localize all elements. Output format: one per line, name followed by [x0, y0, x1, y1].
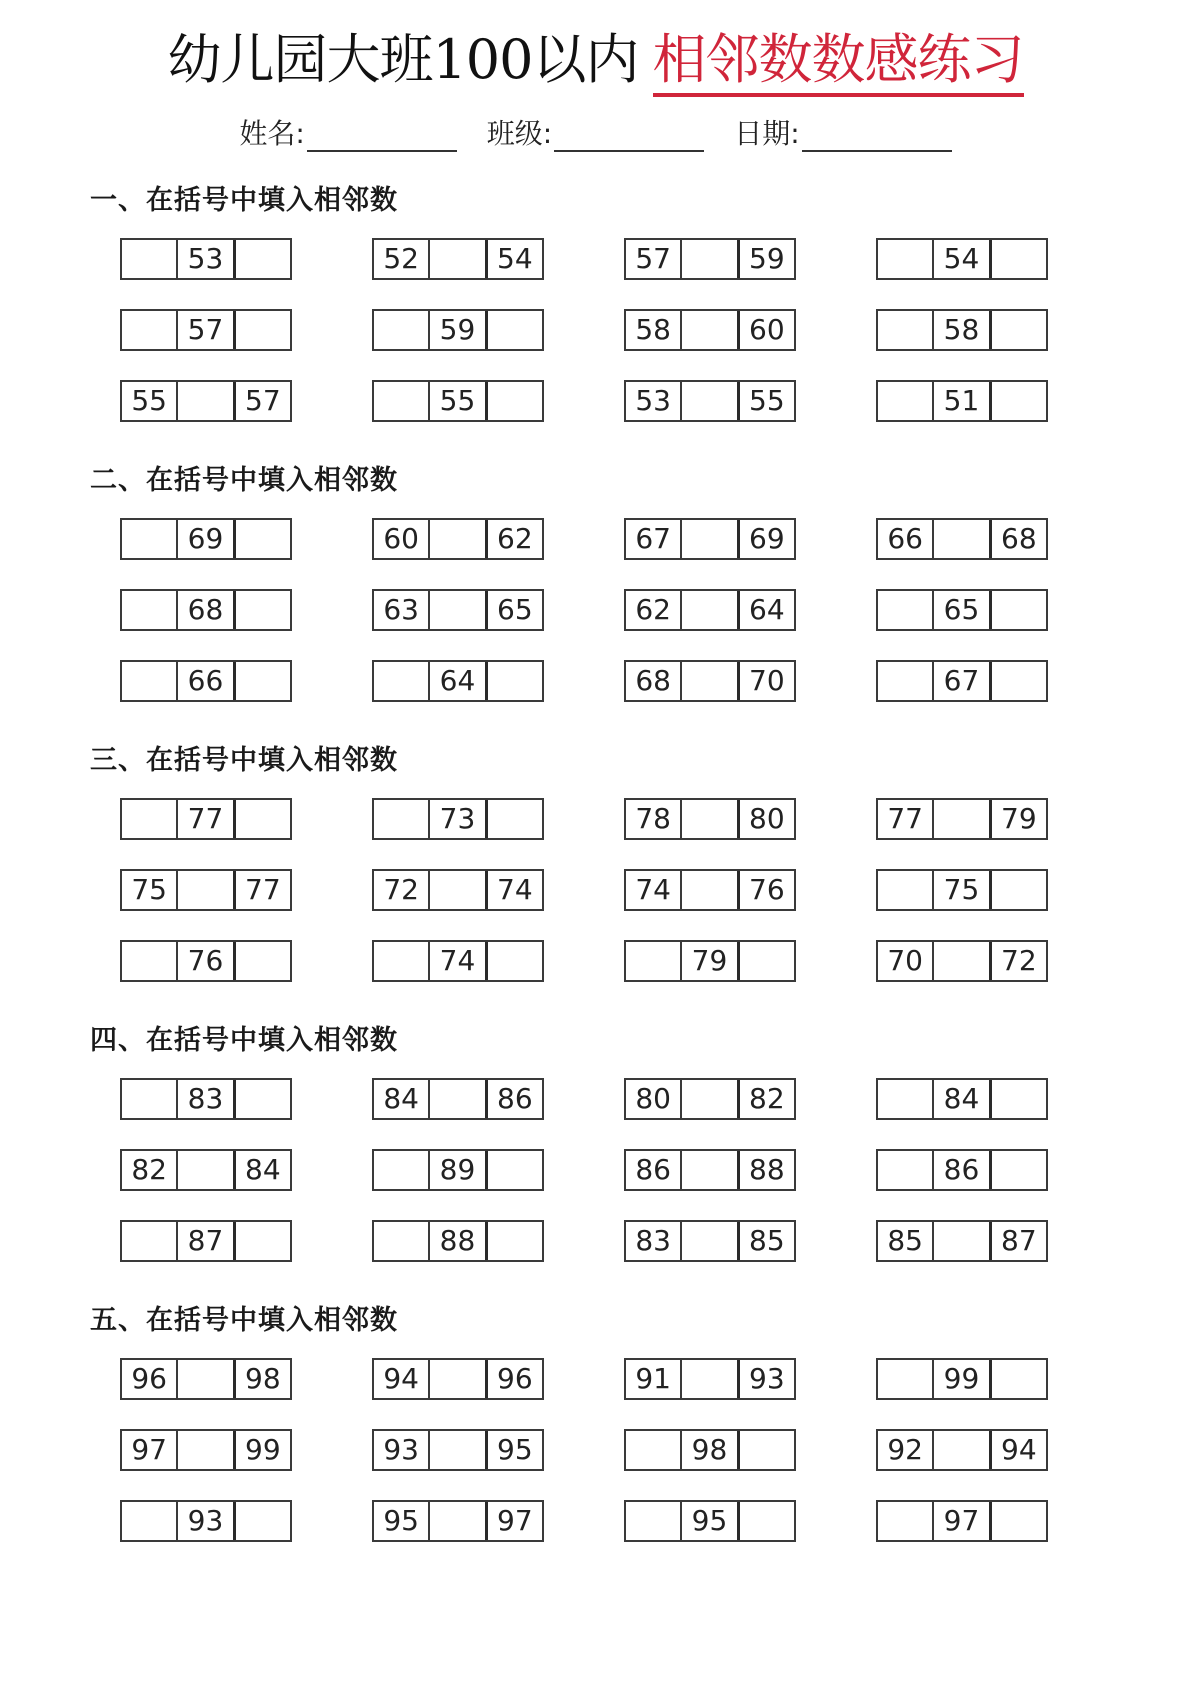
neighbor-number-box [120, 309, 292, 351]
right-cell-number: 87 [989, 1222, 1046, 1260]
neighbor-number-box [372, 869, 544, 911]
left-cell-blank[interactable] [122, 800, 176, 838]
right-cell-number: 80 [737, 800, 794, 838]
neighbor-number-box [120, 380, 292, 422]
middle-cell-number: 65 [932, 591, 988, 629]
right-cell-blank[interactable] [233, 591, 290, 629]
left-cell-number: 94 [383, 1362, 419, 1395]
middle-cell-number: 68 [176, 591, 232, 629]
neighbor-number-box [120, 1078, 292, 1120]
right-cell-number: 60 [737, 311, 794, 349]
neighbor-number-box [624, 1149, 796, 1191]
middle-cell-number: 59 [428, 311, 484, 349]
left-cell-number: 72 [383, 873, 419, 906]
middle-cell-blank[interactable] [680, 591, 736, 629]
neighbor-number-box [372, 309, 544, 351]
left-cell-blank[interactable] [878, 1360, 932, 1398]
left-cell-blank[interactable] [122, 520, 176, 558]
neighbor-number-box [876, 1429, 1048, 1471]
class-label: 班级: [486, 117, 553, 150]
neighbor-number-box [876, 380, 1048, 422]
right-cell-number: 97 [485, 1502, 542, 1540]
right-cell-number: 69 [737, 520, 794, 558]
left-cell-number: 86 [635, 1153, 671, 1186]
middle-cell-blank[interactable] [932, 1431, 988, 1469]
middle-cell-blank[interactable] [176, 1151, 232, 1189]
middle-cell-blank[interactable] [428, 591, 484, 629]
right-cell-blank[interactable] [485, 800, 542, 838]
right-cell-blank[interactable] [485, 311, 542, 349]
right-cell-number: 72 [989, 942, 1046, 980]
middle-cell-number: 55 [428, 382, 484, 420]
middle-cell-blank[interactable] [428, 240, 484, 278]
left-cell-blank[interactable] [122, 662, 176, 700]
right-cell-blank[interactable] [233, 311, 290, 349]
student-info-row [0, 112, 1191, 152]
class-blank-line[interactable] [554, 116, 704, 152]
middle-cell-number: 73 [428, 800, 484, 838]
left-cell-number: 92 [887, 1433, 923, 1466]
neighbor-number-box [876, 940, 1048, 982]
neighbor-number-box [624, 1358, 796, 1400]
right-cell-blank[interactable] [989, 382, 1046, 420]
right-cell-blank[interactable] [989, 871, 1046, 909]
left-cell-number: 97 [131, 1433, 167, 1466]
neighbor-number-box [120, 238, 292, 280]
middle-cell-blank[interactable] [428, 1080, 484, 1118]
class-field[interactable] [487, 112, 704, 152]
neighbor-number-box [624, 518, 796, 560]
middle-cell-blank[interactable] [680, 662, 736, 700]
left-cell-number: 85 [887, 1224, 923, 1257]
left-cell-number: 60 [383, 522, 419, 555]
left-cell-number: 70 [887, 944, 923, 977]
middle-cell-number: 66 [176, 662, 232, 700]
right-cell-number: 57 [233, 382, 290, 420]
left-cell-number: 57 [635, 242, 671, 275]
right-cell-number: 59 [737, 240, 794, 278]
left-cell-number: 95 [383, 1504, 419, 1537]
right-cell-number: 79 [989, 800, 1046, 838]
middle-cell-number: 74 [428, 942, 484, 980]
neighbor-number-box [120, 1358, 292, 1400]
left-cell-blank[interactable] [878, 1502, 932, 1540]
right-cell-blank[interactable] [485, 1222, 542, 1260]
middle-cell-number: 58 [932, 311, 988, 349]
middle-cell-blank[interactable] [680, 311, 736, 349]
left-cell-blank[interactable] [878, 591, 932, 629]
right-cell-blank[interactable] [989, 1360, 1046, 1398]
middle-cell-blank[interactable] [176, 871, 232, 909]
right-cell-number: 55 [737, 382, 794, 420]
section-title: 五、在括号中填入相邻数 [90, 1305, 398, 1336]
left-cell-number: 77 [887, 802, 923, 835]
right-cell-blank[interactable] [485, 662, 542, 700]
neighbor-number-box [876, 309, 1048, 351]
neighbor-number-box [120, 660, 292, 702]
neighbor-number-box [372, 589, 544, 631]
middle-cell-blank[interactable] [680, 871, 736, 909]
neighbor-number-box [372, 1149, 544, 1191]
left-cell-number: 93 [383, 1433, 419, 1466]
middle-cell-number: 75 [932, 871, 988, 909]
left-cell-number: 58 [635, 313, 671, 346]
right-cell-blank[interactable] [485, 1151, 542, 1189]
middle-cell-number: 95 [680, 1502, 736, 1540]
middle-cell-number: 67 [932, 662, 988, 700]
left-cell-blank[interactable] [878, 382, 932, 420]
neighbor-number-box [372, 1358, 544, 1400]
left-cell-number: 68 [635, 664, 671, 697]
middle-cell-number: 77 [176, 800, 232, 838]
right-cell-blank[interactable] [737, 1431, 794, 1469]
middle-cell-blank[interactable] [932, 800, 988, 838]
neighbor-number-box [876, 589, 1048, 631]
middle-cell-blank[interactable] [680, 1151, 736, 1189]
right-cell-number: 74 [485, 871, 542, 909]
title-main: 幼儿园大班100以内 [167, 28, 639, 91]
date-field[interactable] [734, 112, 951, 152]
neighbor-number-box [120, 1429, 292, 1471]
neighbor-number-box [372, 1500, 544, 1542]
right-cell-blank[interactable] [989, 1502, 1046, 1540]
middle-cell-number: 87 [176, 1222, 232, 1260]
neighbor-number-box [372, 660, 544, 702]
section-title: 一、在括号中填入相邻数 [90, 185, 398, 216]
neighbor-number-box [120, 589, 292, 631]
title-highlight: 相邻数数感练习 [653, 28, 1024, 97]
neighbor-number-box [372, 1429, 544, 1471]
left-cell-blank[interactable] [122, 240, 176, 278]
right-cell-blank[interactable] [233, 800, 290, 838]
left-cell-blank[interactable] [374, 662, 428, 700]
middle-cell-number: 54 [932, 240, 988, 278]
middle-cell-blank[interactable] [176, 382, 232, 420]
neighbor-number-box [876, 1500, 1048, 1542]
left-cell-blank[interactable] [878, 871, 932, 909]
section-title: 二、在括号中填入相邻数 [90, 465, 398, 496]
right-cell-number: 54 [485, 240, 542, 278]
middle-cell-blank[interactable] [932, 942, 988, 980]
middle-cell-number: 51 [932, 382, 988, 420]
middle-cell-blank[interactable] [680, 382, 736, 420]
right-cell-number: 64 [737, 591, 794, 629]
middle-cell-blank[interactable] [428, 1502, 484, 1540]
right-cell-number: 93 [737, 1360, 794, 1398]
neighbor-number-box [372, 518, 544, 560]
middle-cell-blank[interactable] [680, 240, 736, 278]
middle-cell-blank[interactable] [176, 1431, 232, 1469]
right-cell-number: 99 [233, 1431, 290, 1469]
left-cell-blank[interactable] [374, 942, 428, 980]
neighbor-number-box [876, 869, 1048, 911]
middle-cell-blank[interactable] [428, 520, 484, 558]
neighbor-number-box [372, 798, 544, 840]
right-cell-number: 84 [233, 1151, 290, 1189]
right-cell-number: 85 [737, 1222, 794, 1260]
left-cell-number: 62 [635, 593, 671, 626]
neighbor-number-box [876, 238, 1048, 280]
middle-cell-blank[interactable] [680, 1222, 736, 1260]
left-cell-number: 74 [635, 873, 671, 906]
right-cell-blank[interactable] [737, 1502, 794, 1540]
right-cell-blank[interactable] [989, 591, 1046, 629]
neighbor-number-box [624, 940, 796, 982]
neighbor-number-box [876, 660, 1048, 702]
neighbor-number-box [120, 940, 292, 982]
left-cell-blank[interactable] [374, 800, 428, 838]
left-cell-blank[interactable] [626, 1502, 680, 1540]
left-cell-number: 66 [887, 522, 923, 555]
neighbor-number-box [624, 380, 796, 422]
neighbor-number-box [876, 1220, 1048, 1262]
right-cell-number: 62 [485, 520, 542, 558]
right-cell-number: 65 [485, 591, 542, 629]
middle-cell-number: 69 [176, 520, 232, 558]
left-cell-blank[interactable] [878, 240, 932, 278]
left-cell-blank[interactable] [878, 311, 932, 349]
right-cell-blank[interactable] [233, 662, 290, 700]
neighbor-number-box [120, 869, 292, 911]
right-cell-blank[interactable] [233, 1222, 290, 1260]
right-cell-number: 68 [989, 520, 1046, 558]
left-cell-blank[interactable] [122, 1502, 176, 1540]
neighbor-number-box [876, 518, 1048, 560]
right-cell-blank[interactable] [233, 1080, 290, 1118]
right-cell-number: 86 [485, 1080, 542, 1118]
neighbor-number-box [876, 1149, 1048, 1191]
middle-cell-number: 83 [176, 1080, 232, 1118]
left-cell-number: 78 [635, 802, 671, 835]
left-cell-blank[interactable] [374, 1222, 428, 1260]
neighbor-number-box [624, 660, 796, 702]
middle-cell-number: 57 [176, 311, 232, 349]
right-cell-number: 88 [737, 1151, 794, 1189]
middle-cell-blank[interactable] [428, 1431, 484, 1469]
left-cell-blank[interactable] [626, 942, 680, 980]
neighbor-number-box [372, 1220, 544, 1262]
left-cell-number: 53 [635, 384, 671, 417]
left-cell-blank[interactable] [374, 311, 428, 349]
right-cell-blank[interactable] [989, 240, 1046, 278]
middle-cell-blank[interactable] [176, 1360, 232, 1398]
left-cell-blank[interactable] [122, 311, 176, 349]
left-cell-blank[interactable] [374, 1151, 428, 1189]
middle-cell-blank[interactable] [932, 1222, 988, 1260]
date-blank-line[interactable] [802, 116, 952, 152]
middle-cell-blank[interactable] [680, 520, 736, 558]
neighbor-number-box [624, 798, 796, 840]
neighbor-number-box [120, 518, 292, 560]
neighbor-number-box [372, 940, 544, 982]
neighbor-number-box [624, 309, 796, 351]
right-cell-number: 94 [989, 1431, 1046, 1469]
left-cell-number: 80 [635, 1082, 671, 1115]
right-cell-number: 95 [485, 1431, 542, 1469]
left-cell-number: 96 [131, 1362, 167, 1395]
left-cell-number: 82 [131, 1153, 167, 1186]
neighbor-number-box [120, 1220, 292, 1262]
neighbor-number-box [120, 1500, 292, 1542]
neighbor-number-box [624, 869, 796, 911]
left-cell-blank[interactable] [878, 662, 932, 700]
neighbor-number-box [624, 1078, 796, 1120]
left-cell-blank[interactable] [122, 942, 176, 980]
right-cell-blank[interactable] [233, 942, 290, 980]
middle-cell-blank[interactable] [680, 800, 736, 838]
left-cell-number: 67 [635, 522, 671, 555]
neighbor-number-box [876, 1078, 1048, 1120]
left-cell-number: 75 [131, 873, 167, 906]
right-cell-blank[interactable] [485, 382, 542, 420]
middle-cell-number: 53 [176, 240, 232, 278]
middle-cell-number: 99 [932, 1360, 988, 1398]
middle-cell-blank[interactable] [680, 1360, 736, 1398]
name-label: 姓名: [239, 117, 305, 150]
name-field[interactable] [239, 112, 456, 152]
name-blank-line[interactable] [307, 116, 457, 152]
middle-cell-number: 64 [428, 662, 484, 700]
right-cell-blank[interactable] [989, 662, 1046, 700]
left-cell-blank[interactable] [878, 1151, 932, 1189]
section-title: 三、在括号中填入相邻数 [90, 745, 398, 776]
right-cell-blank[interactable] [233, 1502, 290, 1540]
middle-cell-number: 79 [680, 942, 736, 980]
left-cell-blank[interactable] [626, 1431, 680, 1469]
neighbor-number-box [876, 1358, 1048, 1400]
neighbor-number-box [120, 798, 292, 840]
left-cell-number: 91 [635, 1362, 671, 1395]
middle-cell-number: 89 [428, 1151, 484, 1189]
left-cell-blank[interactable] [374, 382, 428, 420]
neighbor-number-box [624, 1429, 796, 1471]
right-cell-blank[interactable] [989, 1080, 1046, 1118]
neighbor-number-box [624, 1500, 796, 1542]
date-label: 日期: [734, 117, 800, 150]
middle-cell-blank[interactable] [932, 520, 988, 558]
right-cell-blank[interactable] [737, 942, 794, 980]
middle-cell-number: 93 [176, 1502, 232, 1540]
neighbor-number-box [372, 380, 544, 422]
left-cell-number: 63 [383, 593, 419, 626]
middle-cell-blank[interactable] [428, 871, 484, 909]
neighbor-number-box [624, 1220, 796, 1262]
neighbor-number-box [876, 798, 1048, 840]
right-cell-blank[interactable] [485, 942, 542, 980]
left-cell-number: 52 [383, 242, 419, 275]
worksheet-title [0, 22, 1191, 98]
section-title: 四、在括号中填入相邻数 [90, 1025, 398, 1056]
neighbor-number-box [372, 238, 544, 280]
right-cell-number: 82 [737, 1080, 794, 1118]
left-cell-blank[interactable] [122, 1222, 176, 1260]
right-cell-blank[interactable] [233, 240, 290, 278]
left-cell-blank[interactable] [878, 1080, 932, 1118]
right-cell-number: 70 [737, 662, 794, 700]
right-cell-blank[interactable] [989, 311, 1046, 349]
left-cell-number: 84 [383, 1082, 419, 1115]
neighbor-number-box [624, 238, 796, 280]
left-cell-number: 83 [635, 1224, 671, 1257]
right-cell-number: 77 [233, 871, 290, 909]
middle-cell-number: 84 [932, 1080, 988, 1118]
middle-cell-blank[interactable] [428, 1360, 484, 1398]
left-cell-blank[interactable] [122, 591, 176, 629]
left-cell-blank[interactable] [122, 1080, 176, 1118]
right-cell-blank[interactable] [233, 520, 290, 558]
right-cell-number: 98 [233, 1360, 290, 1398]
middle-cell-number: 88 [428, 1222, 484, 1260]
right-cell-blank[interactable] [989, 1151, 1046, 1189]
right-cell-number: 96 [485, 1360, 542, 1398]
middle-cell-number: 97 [932, 1502, 988, 1540]
neighbor-number-box [372, 1078, 544, 1120]
right-cell-number: 76 [737, 871, 794, 909]
middle-cell-number: 98 [680, 1431, 736, 1469]
neighbor-number-box [624, 589, 796, 631]
middle-cell-number: 86 [932, 1151, 988, 1189]
neighbor-number-box [120, 1149, 292, 1191]
middle-cell-number: 76 [176, 942, 232, 980]
left-cell-number: 55 [131, 384, 167, 417]
middle-cell-blank[interactable] [680, 1080, 736, 1118]
